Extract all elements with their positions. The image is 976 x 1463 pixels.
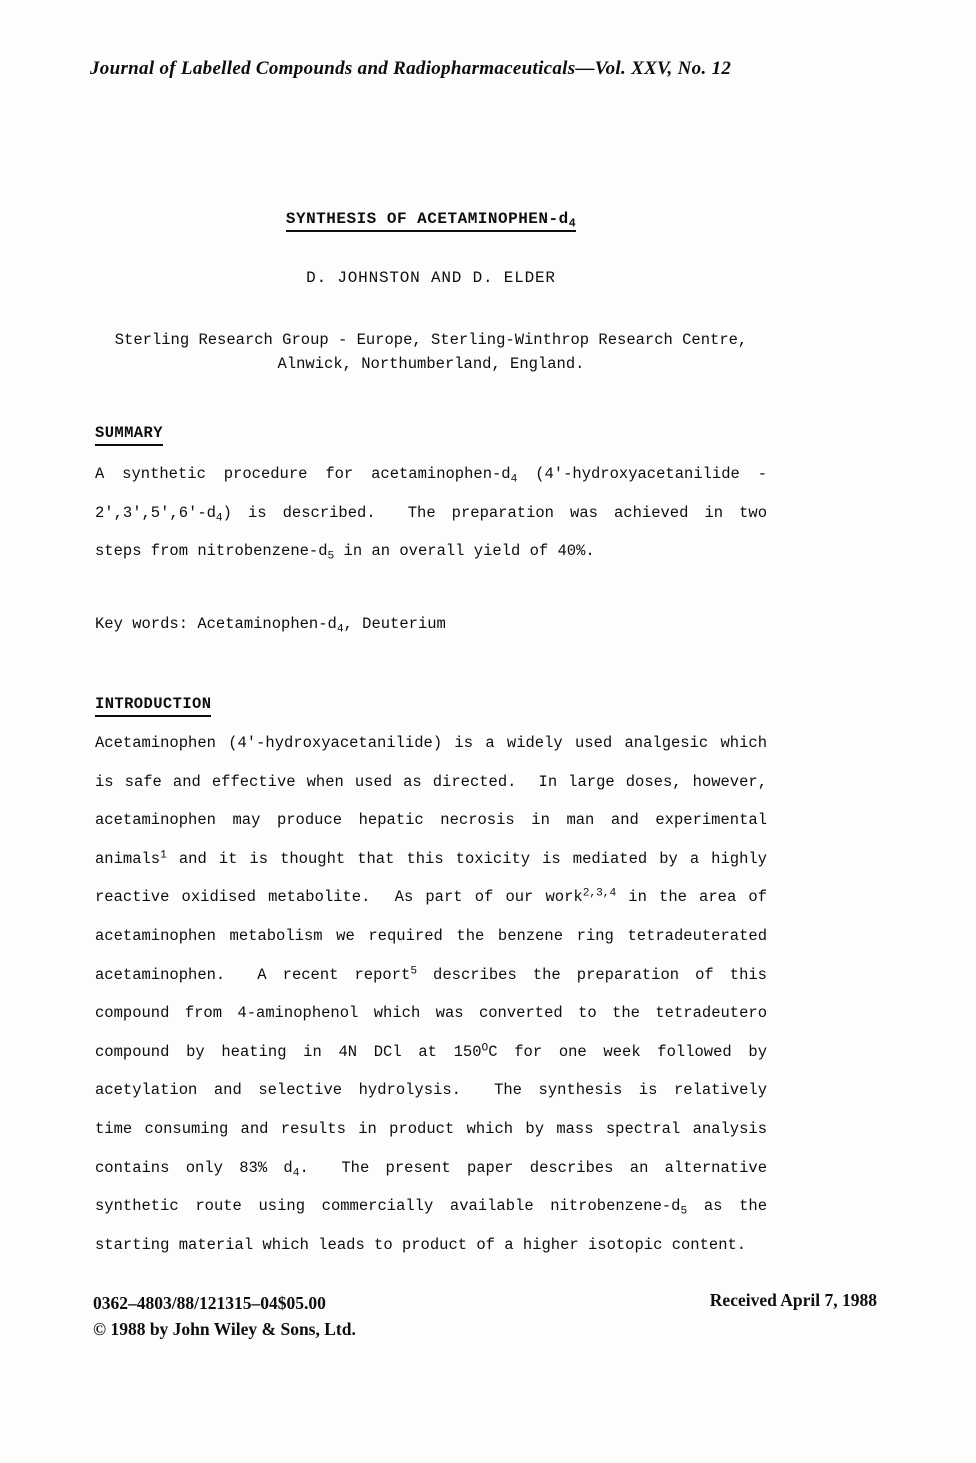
introduction-text-line: synthetic route using commercially available nitrobenzene-$d_5$ as the [95, 1197, 767, 1218]
introduction-text-line: compound by heating in 4N DCl at $150^OC$ for one week followed by [95, 1042, 768, 1061]
authors-line: D. JOHNSTON AND D. ELDER [306, 269, 556, 287]
summary-text-line: steps from nitrobenzene-$d_5$ in an overall yield of 40%. [95, 542, 595, 563]
summary-heading: SUMMARY [95, 424, 163, 446]
introduction-text-line: contains only 83% $d_4$. The present paper describes an alternative [95, 1158, 767, 1179]
copyright-line: © 1988 by John Wiley & Sons, Ltd. [93, 1319, 356, 1339]
paper-title: SYNTHESIS OF ACETAMINOPHEN-$d_4$ [285, 210, 577, 231]
introduction-text-line: acetaminophen may produce hepatic necrosis in man and experimental [95, 811, 767, 830]
introduction-text-line: reactive oxidised metabolite. As part of our work$^{2,3,4}$ in the area of [95, 887, 767, 907]
introduction-text-line: animals$^1$ and it is thought that this toxicity is mediated by a highly [95, 849, 767, 868]
introduction-heading: INTRODUCTION [95, 695, 211, 717]
summary-text-line: A synthetic procedure for acetaminophen-$d_4$ (4'-hydroxyacetanilide - [95, 465, 767, 486]
introduction-text-line: is safe and effective when used as directed. In large doses, however, [95, 772, 767, 791]
keywords-line: Key words: Acetaminophen-$d_4$, Deuterium [95, 615, 446, 636]
footer-left-block [93, 1290, 356, 1342]
introduction-text-line: compound from 4-aminophenol which was converted to the tetradeutero [95, 1004, 767, 1023]
page-footer [93, 1290, 877, 1342]
paper-title-row [95, 210, 767, 231]
summary-heading-row [95, 424, 163, 442]
introduction-text-line: Acetaminophen (4'-hydroxyacetanilide) is a widely used analgesic which [95, 734, 767, 752]
received-date: Received April 7, 1988 [709, 1290, 877, 1310]
issn-price-line: 0362–4803/88/121315–04$05.00 [93, 1293, 326, 1313]
affiliation-line: Sterling Research Group - Europe, Sterling-Winthrop Research Centre, [114, 331, 748, 349]
introduction-paragraph [95, 724, 767, 1264]
introduction-text-line: starting material which leads to product of a higher isotopic content. [95, 1235, 747, 1254]
introduction-text-line: acetaminophen metabolism we required the benzene ring tetradeuterated [95, 926, 767, 945]
introduction-text-line: acetaminophen. A recent report$^5$ describes the preparation of this [95, 964, 767, 984]
introduction-text-line: acetylation and selective hydrolysis. The synthesis is relatively [95, 1081, 767, 1100]
summary-text-line: $2',3',5',6'-d_4$) is described. The preparation was achieved in two [95, 503, 767, 524]
affiliation-line: Alnwick, Northumberland, England. [277, 355, 585, 373]
summary-paragraph [95, 455, 767, 571]
journal-header: Journal of Labelled Compounds and Radiopharmaceuticals—Vol. XXV, No. 12 [90, 58, 732, 79]
introduction-text-line: time consuming and results in product which by mass spectral analysis [95, 1119, 767, 1138]
introduction-heading-row [95, 695, 211, 713]
affiliation-block [95, 328, 767, 376]
